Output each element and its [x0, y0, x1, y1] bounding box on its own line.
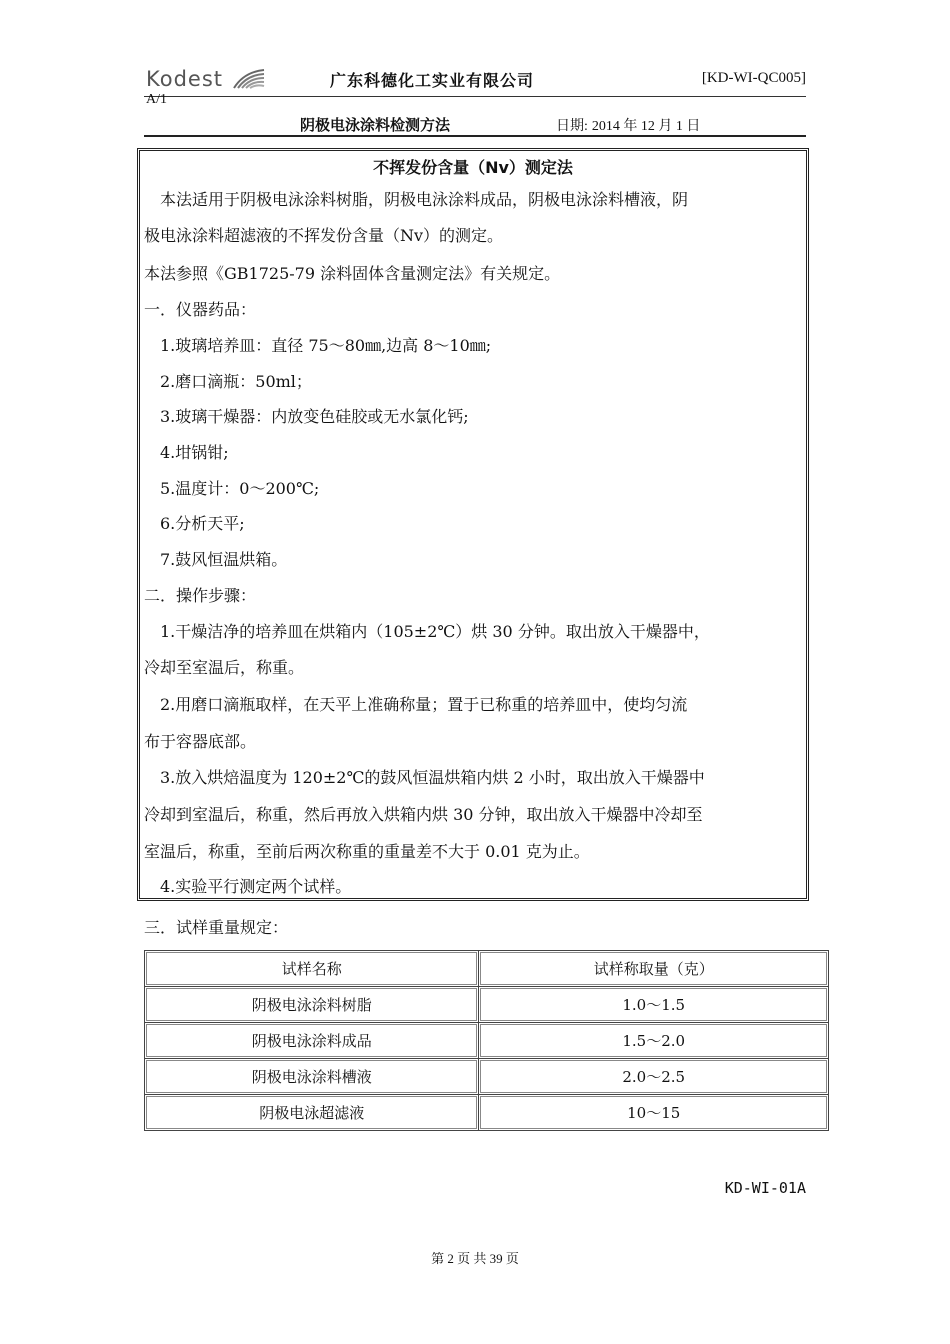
list-item: 6.分析天平;	[144, 514, 245, 533]
date-label: 日期:	[556, 119, 588, 134]
method-title: 不挥发份含量（Nv）测定法	[373, 158, 573, 177]
list-item: 4.坩锅钳;	[144, 443, 229, 462]
body-line: 极电泳涂料超滤液的不挥发份含量（Nv）的测定。	[144, 226, 504, 245]
table-cell: 阴极电泳超滤液	[145, 1095, 479, 1131]
date-block	[556, 115, 704, 135]
sample-weight-table	[144, 950, 829, 1131]
table-header-cell: 试样称取量（克）	[479, 951, 829, 987]
step-line: 室温后，称重，至前后两次称重的重量差不大于 0.01 克为止。	[144, 842, 590, 861]
table-cell: 1.5～2.0	[479, 1023, 829, 1059]
section-heading: 三．试样重量规定：	[144, 918, 289, 937]
logo-swoosh-icon	[232, 68, 266, 90]
table-cell: 阴极电泳涂料树脂	[145, 987, 479, 1023]
section-heading: 一．仪器药品：	[144, 300, 257, 319]
list-item: 2.磨口滴瓶：50ml；	[144, 372, 312, 391]
table-cell: 阴极电泳涂料成品	[145, 1023, 479, 1059]
header-rule-bottom	[144, 135, 806, 137]
company-name: 广东科德化工实业有限公司	[330, 71, 535, 90]
header-rule-top	[144, 96, 806, 97]
body-line: 本法参照《GB1725-79 涂料固体含量测定法》有关规定。	[144, 264, 561, 283]
document-code: [KD-WI-QC005]	[701, 70, 806, 86]
body-line: 本法适用于阴极电泳涂料树脂，阴极电泳涂料成品，阴极电泳涂料槽液，阴	[144, 190, 689, 209]
step-line: 冷却至室温后，称重。	[144, 658, 305, 677]
list-item: 1.玻璃培养皿：直径 75～80㎜,边高 8～10㎜;	[144, 336, 492, 355]
step-line: 1.干燥洁净的培养皿在烘箱内（105±2℃）烘 30 分钟。取出放入干燥器中，	[144, 622, 710, 641]
step-line: 3.放入烘焙温度为 120±2℃的鼓风恒温烘箱内烘 2 小时，取出放入干燥器中	[144, 768, 705, 787]
step-line: 2.用磨口滴瓶取样，在天平上准确称量；置于已称重的培养皿中，使均匀流	[144, 695, 688, 714]
table-cell: 1.0～1.5	[479, 987, 829, 1023]
table-row	[145, 1023, 829, 1059]
table-header-cell: 试样名称	[145, 951, 479, 987]
list-item: 5.温度计：0～200℃;	[144, 479, 320, 498]
form-code: KD-WI-01A	[724, 1179, 806, 1197]
step-line: 冷却到室温后，称重，然后再放入烘箱内烘 30 分钟，取出放入干燥器中冷却至	[144, 805, 703, 824]
list-item: 3.玻璃干燥器：内放变色硅胶或无水氯化钙;	[144, 407, 469, 426]
table-cell: 2.0～2.5	[479, 1059, 829, 1095]
table-row	[145, 1095, 829, 1131]
table-cell: 阴极电泳涂料槽液	[145, 1059, 479, 1095]
logo-text: Kodest	[146, 67, 223, 91]
revision-label: A/1	[146, 92, 167, 107]
page-number: 第 2 页 共 39 页	[431, 1251, 519, 1266]
step-line: 布于容器底部。	[144, 732, 257, 751]
table-row	[145, 987, 829, 1023]
document-title: 阴极电泳涂料检测方法	[300, 116, 451, 134]
company-logo	[146, 66, 266, 94]
table-cell: 10～15	[479, 1095, 829, 1131]
table-row	[145, 1059, 829, 1095]
step-line: 4.实验平行测定两个试样。	[144, 877, 352, 896]
date-value: 2014 年 12 月 1 日	[591, 119, 701, 134]
section-heading: 二．操作步骤：	[144, 586, 257, 605]
table-header-row	[145, 951, 829, 987]
list-item: 7.鼓风恒温烘箱。	[144, 550, 288, 569]
